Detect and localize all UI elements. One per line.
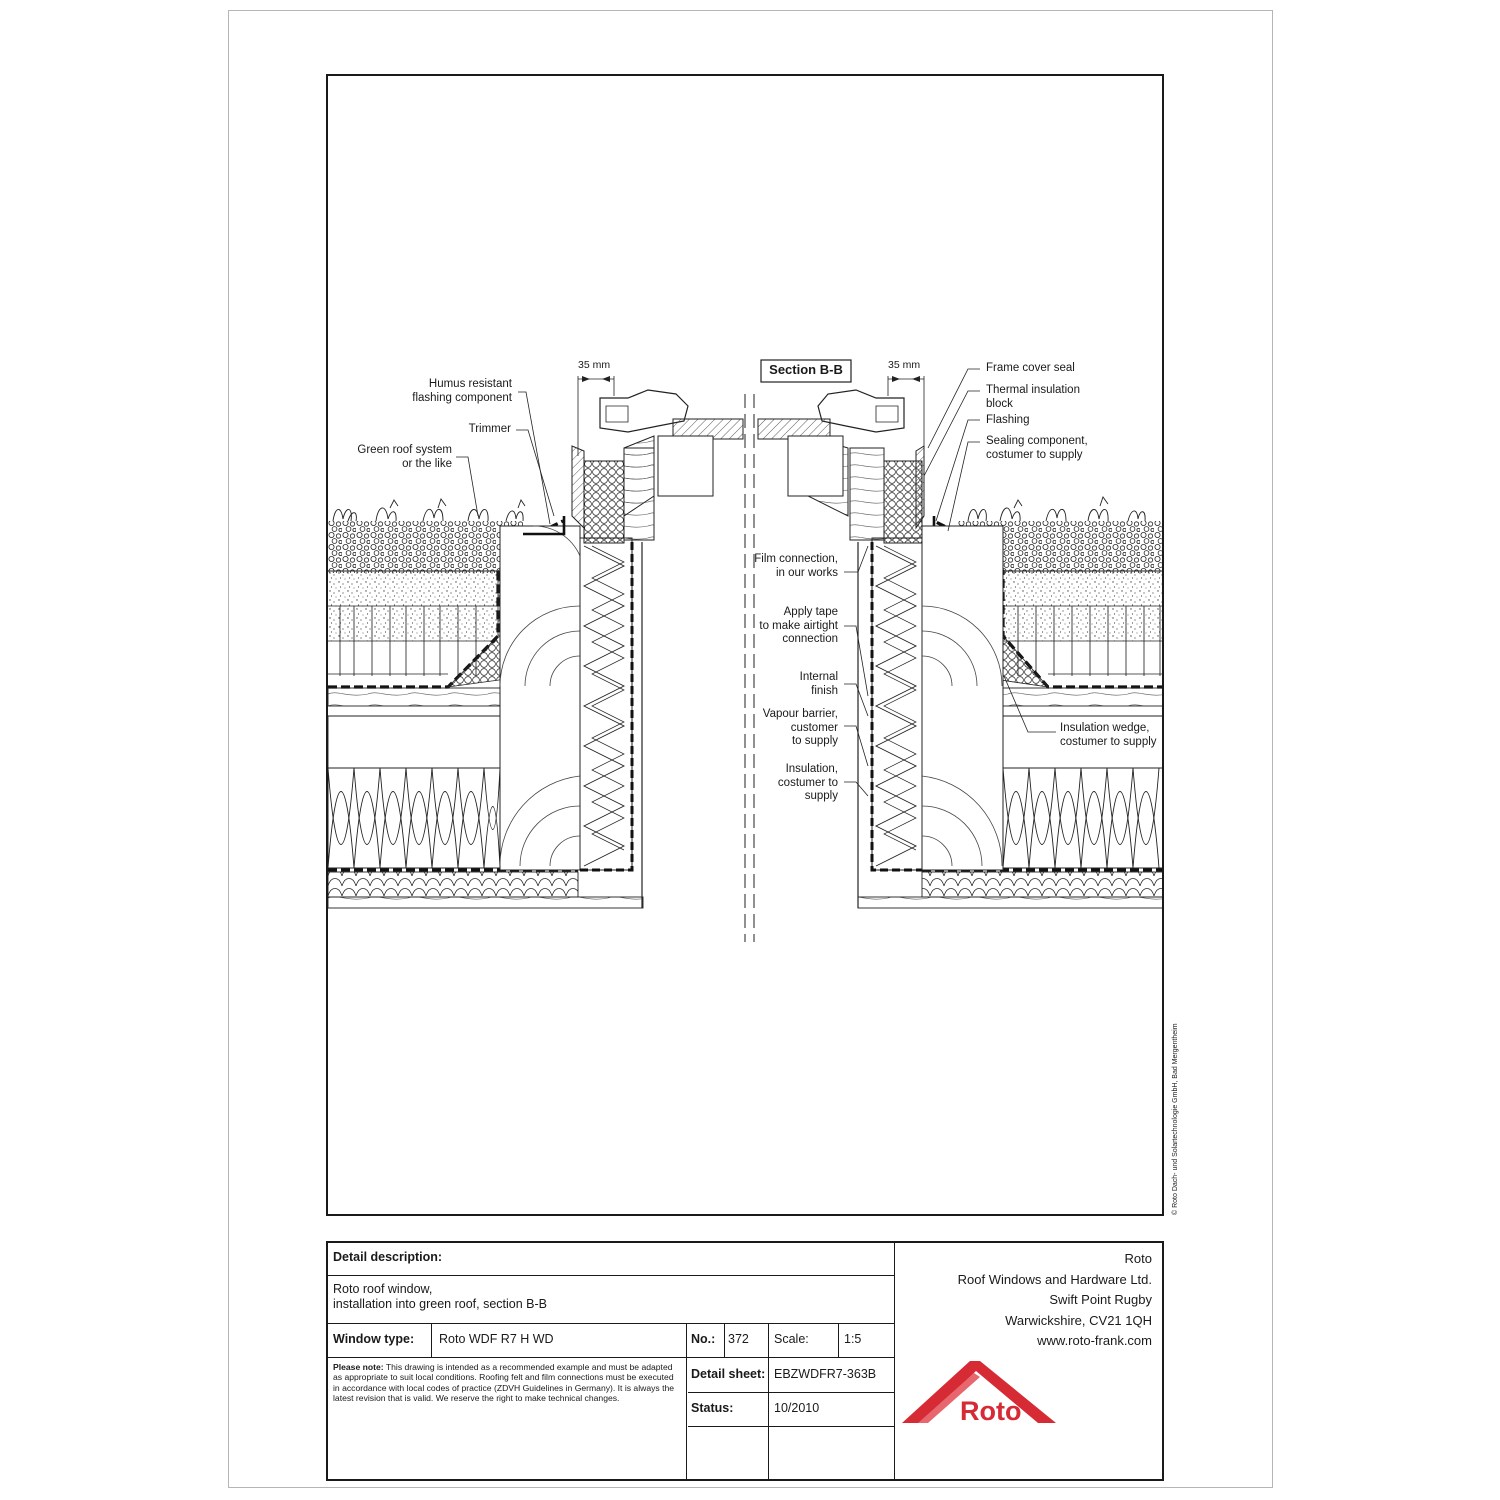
label-flashing: Flashing (986, 414, 1030, 426)
label-internal-finish: Internal finish (799, 671, 838, 697)
please-note-label: Please note: (333, 1362, 384, 1372)
number-label: No.: (691, 1332, 716, 1346)
status-label: Status: (691, 1401, 734, 1415)
window-type-value: Roto WDF R7 H WD (439, 1332, 554, 1346)
label-insulation: Insulation, costumer to supply (777, 763, 838, 802)
label-frame-cover-seal: Frame cover seal (986, 362, 1075, 374)
dimension-left: 35 mm (578, 359, 611, 371)
detail-description-text: Roto roof window, installation into green roof, section B-B (333, 1282, 548, 1311)
label-insulation-wedge: Insulation wedge, costumer to supply (1060, 722, 1157, 748)
please-note (333, 1362, 678, 1404)
title-block (326, 1241, 1164, 1481)
label-trimmer: Trimmer (468, 423, 511, 435)
scale-value: 1:5 (844, 1332, 862, 1346)
detail-sheet-value: EBZWDFR7-363B (774, 1367, 877, 1381)
label-sealing-component: Sealing component, costumer to supply (986, 435, 1088, 461)
drawing-frame (326, 74, 1164, 1216)
company-address: Roto Roof Windows and Hardware Ltd. Swift Point Rugby Warwickshire, CV21 1QH www.roto-frank.com (957, 1251, 1152, 1348)
label-humus-flashing: Humus resistant flashing component (412, 378, 512, 404)
detail-sheet-label: Detail sheet: (691, 1367, 766, 1381)
label-vapour-barrier: Vapour barrier, customer to supply (762, 708, 838, 747)
label-green-roof: Green roof system or the like (357, 444, 452, 470)
dimension-right: 35 mm (888, 359, 921, 371)
centre-lines (745, 394, 754, 942)
detail-description-label: Detail description: (333, 1250, 443, 1264)
status-value: 10/2010 (774, 1401, 820, 1415)
section-title: Section B-B (769, 362, 843, 377)
copyright-note: © Roto Dach- und Solartechnologie GmbH, Bad Mergentheim (1172, 1023, 1179, 1215)
label-apply-tape: Apply tape to make airtight connection (759, 606, 838, 645)
roto-logo (898, 1353, 1062, 1428)
please-note-text: This drawing is intended as a recommended example and must be adapted as appropriate to suit local conditions. Roofing felt and film connections must be executed in accordance with local codes of practice (ZDVH Guidelines in Germany). It is always the latest revision that is valid. We reserve the right to make technical changes. (333, 1362, 675, 1404)
scale-label: Scale: (774, 1332, 809, 1346)
number-value: 372 (728, 1332, 749, 1346)
roto-logo-text: Roto (960, 1396, 1022, 1426)
window-type-label: Window type: (333, 1332, 415, 1346)
label-film-connection: Film connection, in our works (754, 553, 838, 579)
label-thermal-insulation: Thermal insulation block (986, 384, 1080, 410)
section-drawing (328, 76, 1164, 1216)
